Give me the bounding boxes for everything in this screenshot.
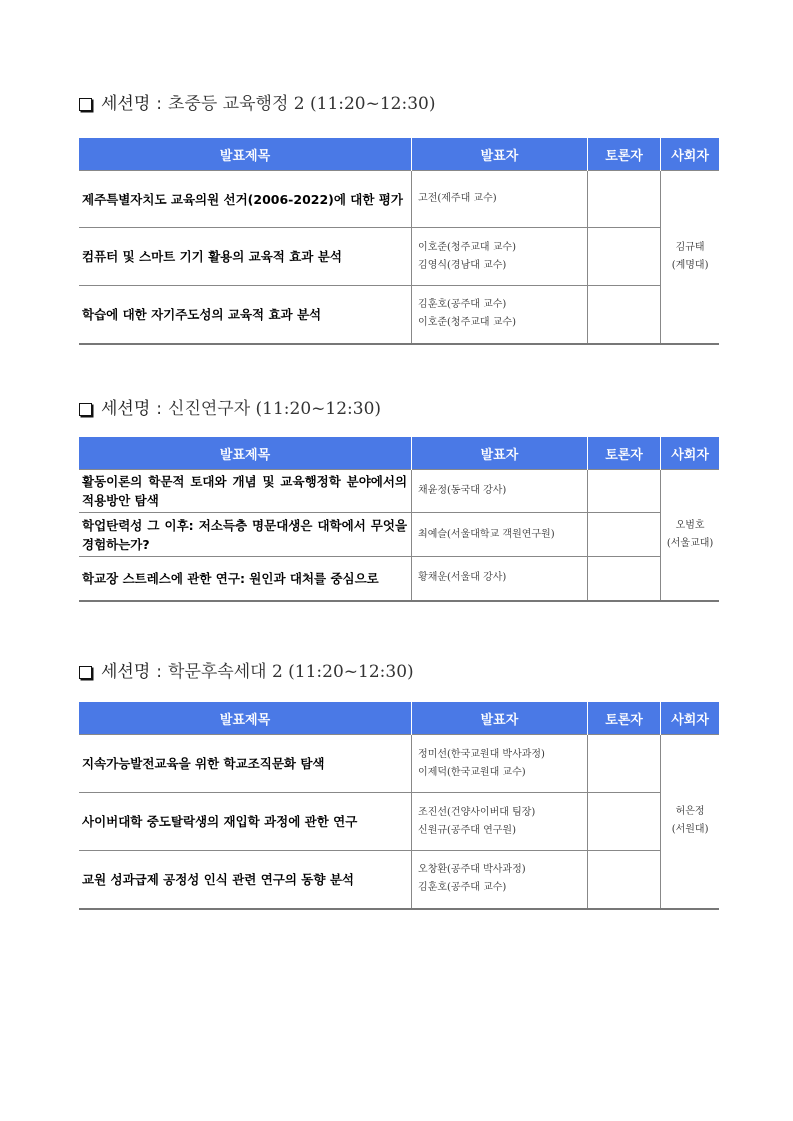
- discussant-cell: [587, 171, 660, 228]
- paper-title: 활동이론의 학문적 토대와 개념 및 교육행정학 분야에서의 적용방안 탐색: [79, 470, 412, 513]
- header-discussant: 토론자: [587, 138, 660, 171]
- session-label: 세션명: [101, 662, 151, 682]
- table-row: [79, 286, 719, 344]
- presenter-cell: [412, 735, 588, 793]
- session-heading: [79, 395, 719, 423]
- header-presenter: 발표자: [412, 702, 588, 735]
- header-moderator: 사회자: [661, 138, 719, 171]
- session-name: 초중등 교육행정 2 (11:20~12:30): [168, 94, 436, 114]
- moderator-name: 김규태: [675, 241, 705, 253]
- table-row: [79, 470, 719, 513]
- session-colon: :: [156, 662, 163, 682]
- checkbox-square-icon: [79, 666, 92, 679]
- header-moderator: 사회자: [661, 702, 719, 735]
- table-row: [79, 228, 719, 286]
- paper-title: 사이버대학 중도탈락생의 재입학 과정에 관한 연구: [79, 793, 412, 851]
- header-moderator: 사회자: [661, 437, 719, 470]
- moderator-affiliation: (서울교대): [666, 537, 714, 549]
- table-header-row: [79, 702, 719, 735]
- session-name: 학문후속세대 2 (11:20~12:30): [168, 662, 414, 682]
- session-name: 신진연구자 (11:20~12:30): [168, 399, 382, 419]
- header-title: 발표제목: [79, 702, 412, 735]
- presenter-name: 이호준(청주교대 교수): [418, 241, 516, 253]
- moderator-cell: [661, 735, 719, 909]
- session-heading: [79, 90, 719, 118]
- paper-title: 지속가능발전교육을 위한 학교조직문화 탐색: [79, 735, 412, 793]
- table-row: [79, 735, 719, 793]
- paper-title: 학업탄력성 그 이후: 저소득층 명문대생은 대학에서 무엇을 경험하는가?: [79, 513, 412, 557]
- presenter-name: 오창환(공주대 박사과정): [418, 864, 526, 876]
- paper-title: 학교장 스트레스에 관한 연구: 원인과 대처를 중심으로: [79, 557, 412, 601]
- moderator-affiliation: (계명대): [671, 259, 709, 271]
- table-row: [79, 171, 719, 228]
- discussant-cell: [587, 735, 660, 793]
- presenter-cell: [412, 793, 588, 851]
- discussant-cell: [587, 793, 660, 851]
- session-block-3: [79, 658, 719, 910]
- presenter-name: 황채운(서울대 강사): [418, 572, 507, 584]
- presenter-cell: [412, 513, 588, 557]
- table-row: [79, 513, 719, 557]
- session-colon: :: [156, 94, 163, 114]
- presenter-name: 채윤정(동국대 강사): [418, 485, 507, 496]
- session-table: [79, 138, 719, 345]
- moderator-cell: [661, 171, 719, 344]
- discussant-cell: [587, 513, 660, 557]
- header-discussant: 토론자: [587, 437, 660, 470]
- paper-title: 제주특별자치도 교육의원 선거(2006-2022)에 대한 평가: [79, 171, 412, 228]
- header-title: 발표제목: [79, 138, 412, 171]
- session-table: [79, 437, 719, 602]
- presenter-cell: [412, 171, 588, 228]
- checkbox-square-icon: [79, 403, 92, 416]
- table-header-row: [79, 437, 719, 470]
- paper-title: 컴퓨터 및 스마트 기기 활용의 교육적 효과 분석: [79, 228, 412, 286]
- session-block-1: [79, 90, 719, 345]
- header-presenter: 발표자: [412, 138, 588, 171]
- moderator-name: 허은정: [675, 806, 705, 818]
- checkbox-square-icon: [79, 98, 92, 111]
- header-title: 발표제목: [79, 437, 412, 470]
- header-presenter: 발표자: [412, 437, 588, 470]
- table-row: [79, 557, 719, 601]
- table-row: [79, 793, 719, 851]
- paper-title: 학습에 대한 자기주도성의 교육적 효과 분석: [79, 286, 412, 344]
- discussant-cell: [587, 470, 660, 513]
- moderator-cell: [661, 470, 719, 601]
- table-row: [79, 851, 719, 909]
- presenter-name: 김훈호(공주대 교수): [418, 299, 507, 311]
- discussant-cell: [587, 228, 660, 286]
- presenter-name: 이제덕(한국교원대 교수): [418, 766, 526, 778]
- session-heading: [79, 658, 719, 686]
- presenter-name: 신원규(공주대 연구원): [418, 824, 516, 836]
- session-table: [79, 702, 719, 910]
- session-label: 세션명: [101, 94, 151, 114]
- presenter-cell: [412, 228, 588, 286]
- presenter-name: 김훈호(공주대 교수): [418, 882, 507, 894]
- moderator-name: 오범호: [675, 519, 705, 531]
- discussant-cell: [587, 286, 660, 344]
- discussant-cell: [587, 851, 660, 909]
- presenter-name: 김영식(경남대 교수): [418, 259, 507, 271]
- paper-title: 교원 성과급제 공정성 인식 관련 연구의 동향 분석: [79, 851, 412, 909]
- moderator-affiliation: (서원대): [671, 824, 709, 836]
- discussant-cell: [587, 557, 660, 601]
- header-discussant: 토론자: [587, 702, 660, 735]
- presenter-cell: [412, 286, 588, 344]
- presenter-name: 고전(제주대 교수): [418, 193, 497, 204]
- session-colon: :: [156, 399, 163, 419]
- presenter-cell: [412, 851, 588, 909]
- session-block-2: [79, 395, 719, 602]
- presenter-name: 최예슬(서울대학교 객원연구원): [418, 528, 555, 540]
- presenter-cell: [412, 557, 588, 601]
- presenter-name: 조진선(건양사이버대 팀장): [418, 806, 536, 818]
- presenter-name: 정미선(한국교원대 박사과정): [418, 748, 545, 760]
- table-header-row: [79, 138, 719, 171]
- presenter-cell: [412, 470, 588, 513]
- presenter-name: 이호준(청주교대 교수): [418, 317, 516, 329]
- session-label: 세션명: [101, 399, 151, 419]
